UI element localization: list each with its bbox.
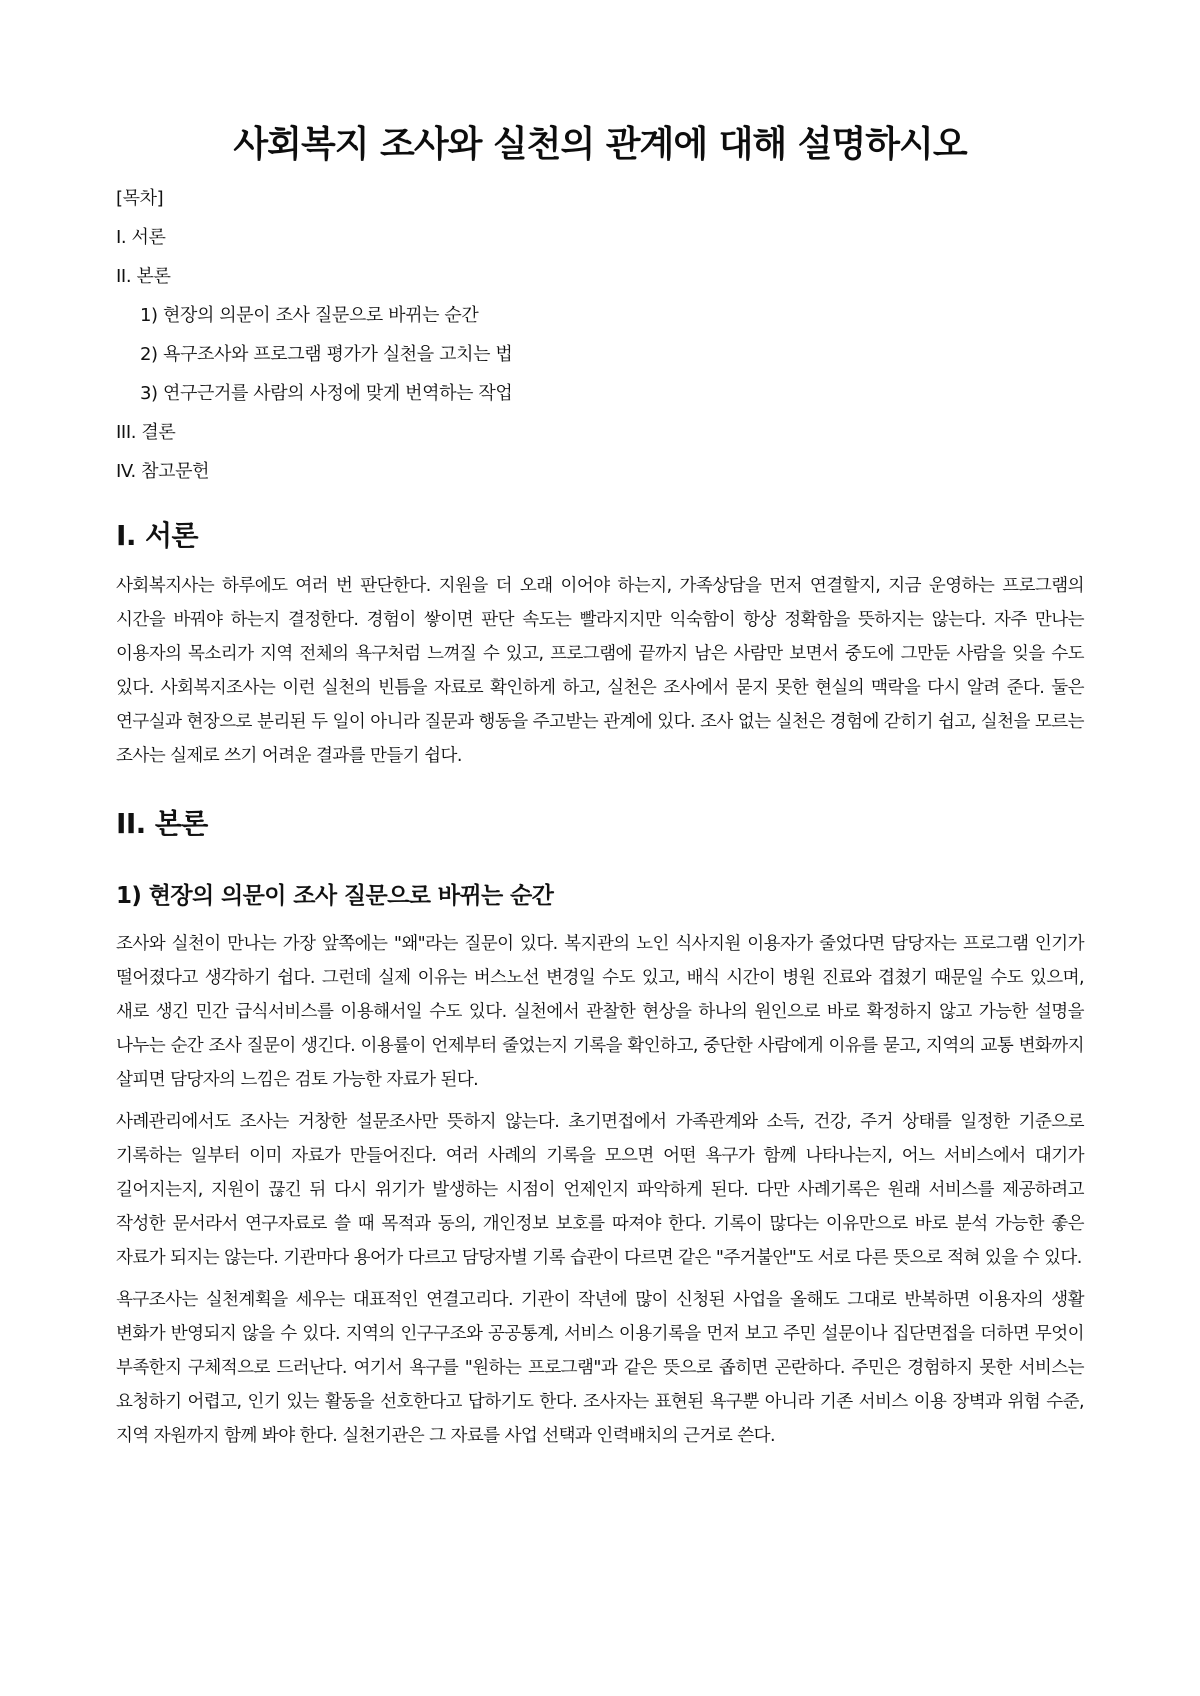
toc-heading: [목차] (116, 188, 164, 209)
toc-item: 3) 연구근거를 사람의 사정에 맞게 번역하는 작업 (140, 383, 513, 404)
subsection-heading: 1) 현장의 의문이 조사 질문으로 바뀌는 순간 (116, 883, 554, 909)
toc-item: I. 서론 (116, 227, 166, 248)
paragraph: 욕구조사는 실천계획을 세우는 대표적인 연결고리다. 기관이 작년에 많이 신청된 사업을 올해도 그대로 반복하면 이용자의 생활 변화가 반영되지 않을 수 있다. 지역의 인구구조와 공공통계, 서비스 이용기록을 먼저 보고 주민 설문이나 집단면접을 더하면 무엇이 부족한지 구체적으로 드러난다. 여기서 욕구를 "원하는 프로그램"과 같은 뜻으로 좁히면 곤란하다. 주민은 경험하지 못한 서비스는 요청하기 어렵고, 인기 있는 활동을 선호한다고 답하기도 한다. 조사자는 표현된 욕구뿐 아니라 기존 서비스 이용 장벽과 위험 수준, 지역 자원까지 함께 봐야 한다. 실천기관은 그 자료를 사업 선택과 인력배치의 근거로 쓴다. (116, 1290, 1084, 1446)
toc-item: II. 본론 (116, 266, 171, 287)
section-heading-body: II. 본론 (116, 807, 208, 840)
toc-item: III. 결론 (116, 422, 176, 443)
section-heading-intro: I. 서론 (116, 519, 198, 552)
toc-item: 1) 현장의 의문이 조사 질문으로 바뀌는 순간 (140, 305, 479, 326)
document-title: 사회복지 조사와 실천의 관계에 대해 설명하시오 (233, 124, 967, 165)
paragraph: 사례관리에서도 조사는 거창한 설문조사만 뜻하지 않는다. 초기면접에서 가족관계와 소득, 건강, 주거 상태를 일정한 기준으로 기록하는 일부터 이미 자료가 만들어진다. 여러 사례의 기록을 모으면 어떤 욕구가 함께 나타나는지, 어느 서비스에서 대기가 길어지는지, 지원이 끊긴 뒤 다시 위기가 발생하는 시점이 언제인지 파악하게 된다. 다만 사례기록은 원래 서비스를 제공하려고 작성한 문서라서 연구자료로 쓸 때 목적과 동의, 개인정보 보호를 따져야 한다. 기록이 많다는 이유만으로 바로 분석 가능한 좋은 자료가 되지는 않는다. 기관마다 용어가 다르고 담당자별 기록 습관이 다르면 같은 "주거불안"도 서로 다른 뜻으로 적혀 있을 수 있다. (116, 1112, 1084, 1268)
toc-item: 2) 욕구조사와 프로그램 평가가 실천을 고치는 법 (140, 344, 513, 365)
paragraph: 조사와 실천이 만나는 가장 앞쪽에는 "왜"라는 질문이 있다. 복지관의 노인 식사지원 이용자가 줄었다면 담당자는 프로그램 인기가 떨어졌다고 생각하기 쉽다. 그런데 실제 이유는 버스노선 변경일 수도 있고, 배식 시간이 병원 진료와 겹쳤기 때문일 수도 있으며, 새로 생긴 민간 급식서비스를 이용해서일 수도 있다. 실천에서 관찰한 현상을 하나의 원인으로 바로 확정하지 않고 가능한 설명을 나누는 순간 조사 질문이 생긴다. 이용률이 언제부터 줄었는지 기록을 확인하고, 중단한 사람에게 이유를 묻고, 지역의 교통 변화까지 살피면 담당자의 느낌은 검토 가능한 자료가 된다. (116, 934, 1084, 1090)
table-of-contents (116, 186, 1084, 485)
toc-item: IV. 참고문헌 (116, 461, 210, 482)
paragraph: 사회복지사는 하루에도 여러 번 판단한다. 지원을 더 오래 이어야 하는지, 가족상담을 먼저 연결할지, 지금 운영하는 프로그램의 시간을 바꿔야 하는지 결정한다. 경험이 쌓이면 판단 속도는 빨라지지만 익숙함이 항상 정확함을 뜻하지는 않는다. 자주 만나는 이용자의 목소리가 지역 전체의 욕구처럼 느껴질 수 있고, 프로그램에 끝까지 남은 사람만 보면서 중도에 그만둔 사람을 잊을 수도 있다. 사회복지조사는 이런 실천의 빈틈을 자료로 확인하게 하고, 실천은 조사에서 묻지 못한 현실의 맥락을 다시 알려 준다. 둘은 연구실과 현장으로 분리된 두 일이 아니라 질문과 행동을 주고받는 관계에 있다. 조사 없는 실천은 경험에 갇히기 쉽고, 실천을 모르는 조사는 실제로 쓰기 어려운 결과를 만들기 쉽다. (116, 576, 1084, 766)
